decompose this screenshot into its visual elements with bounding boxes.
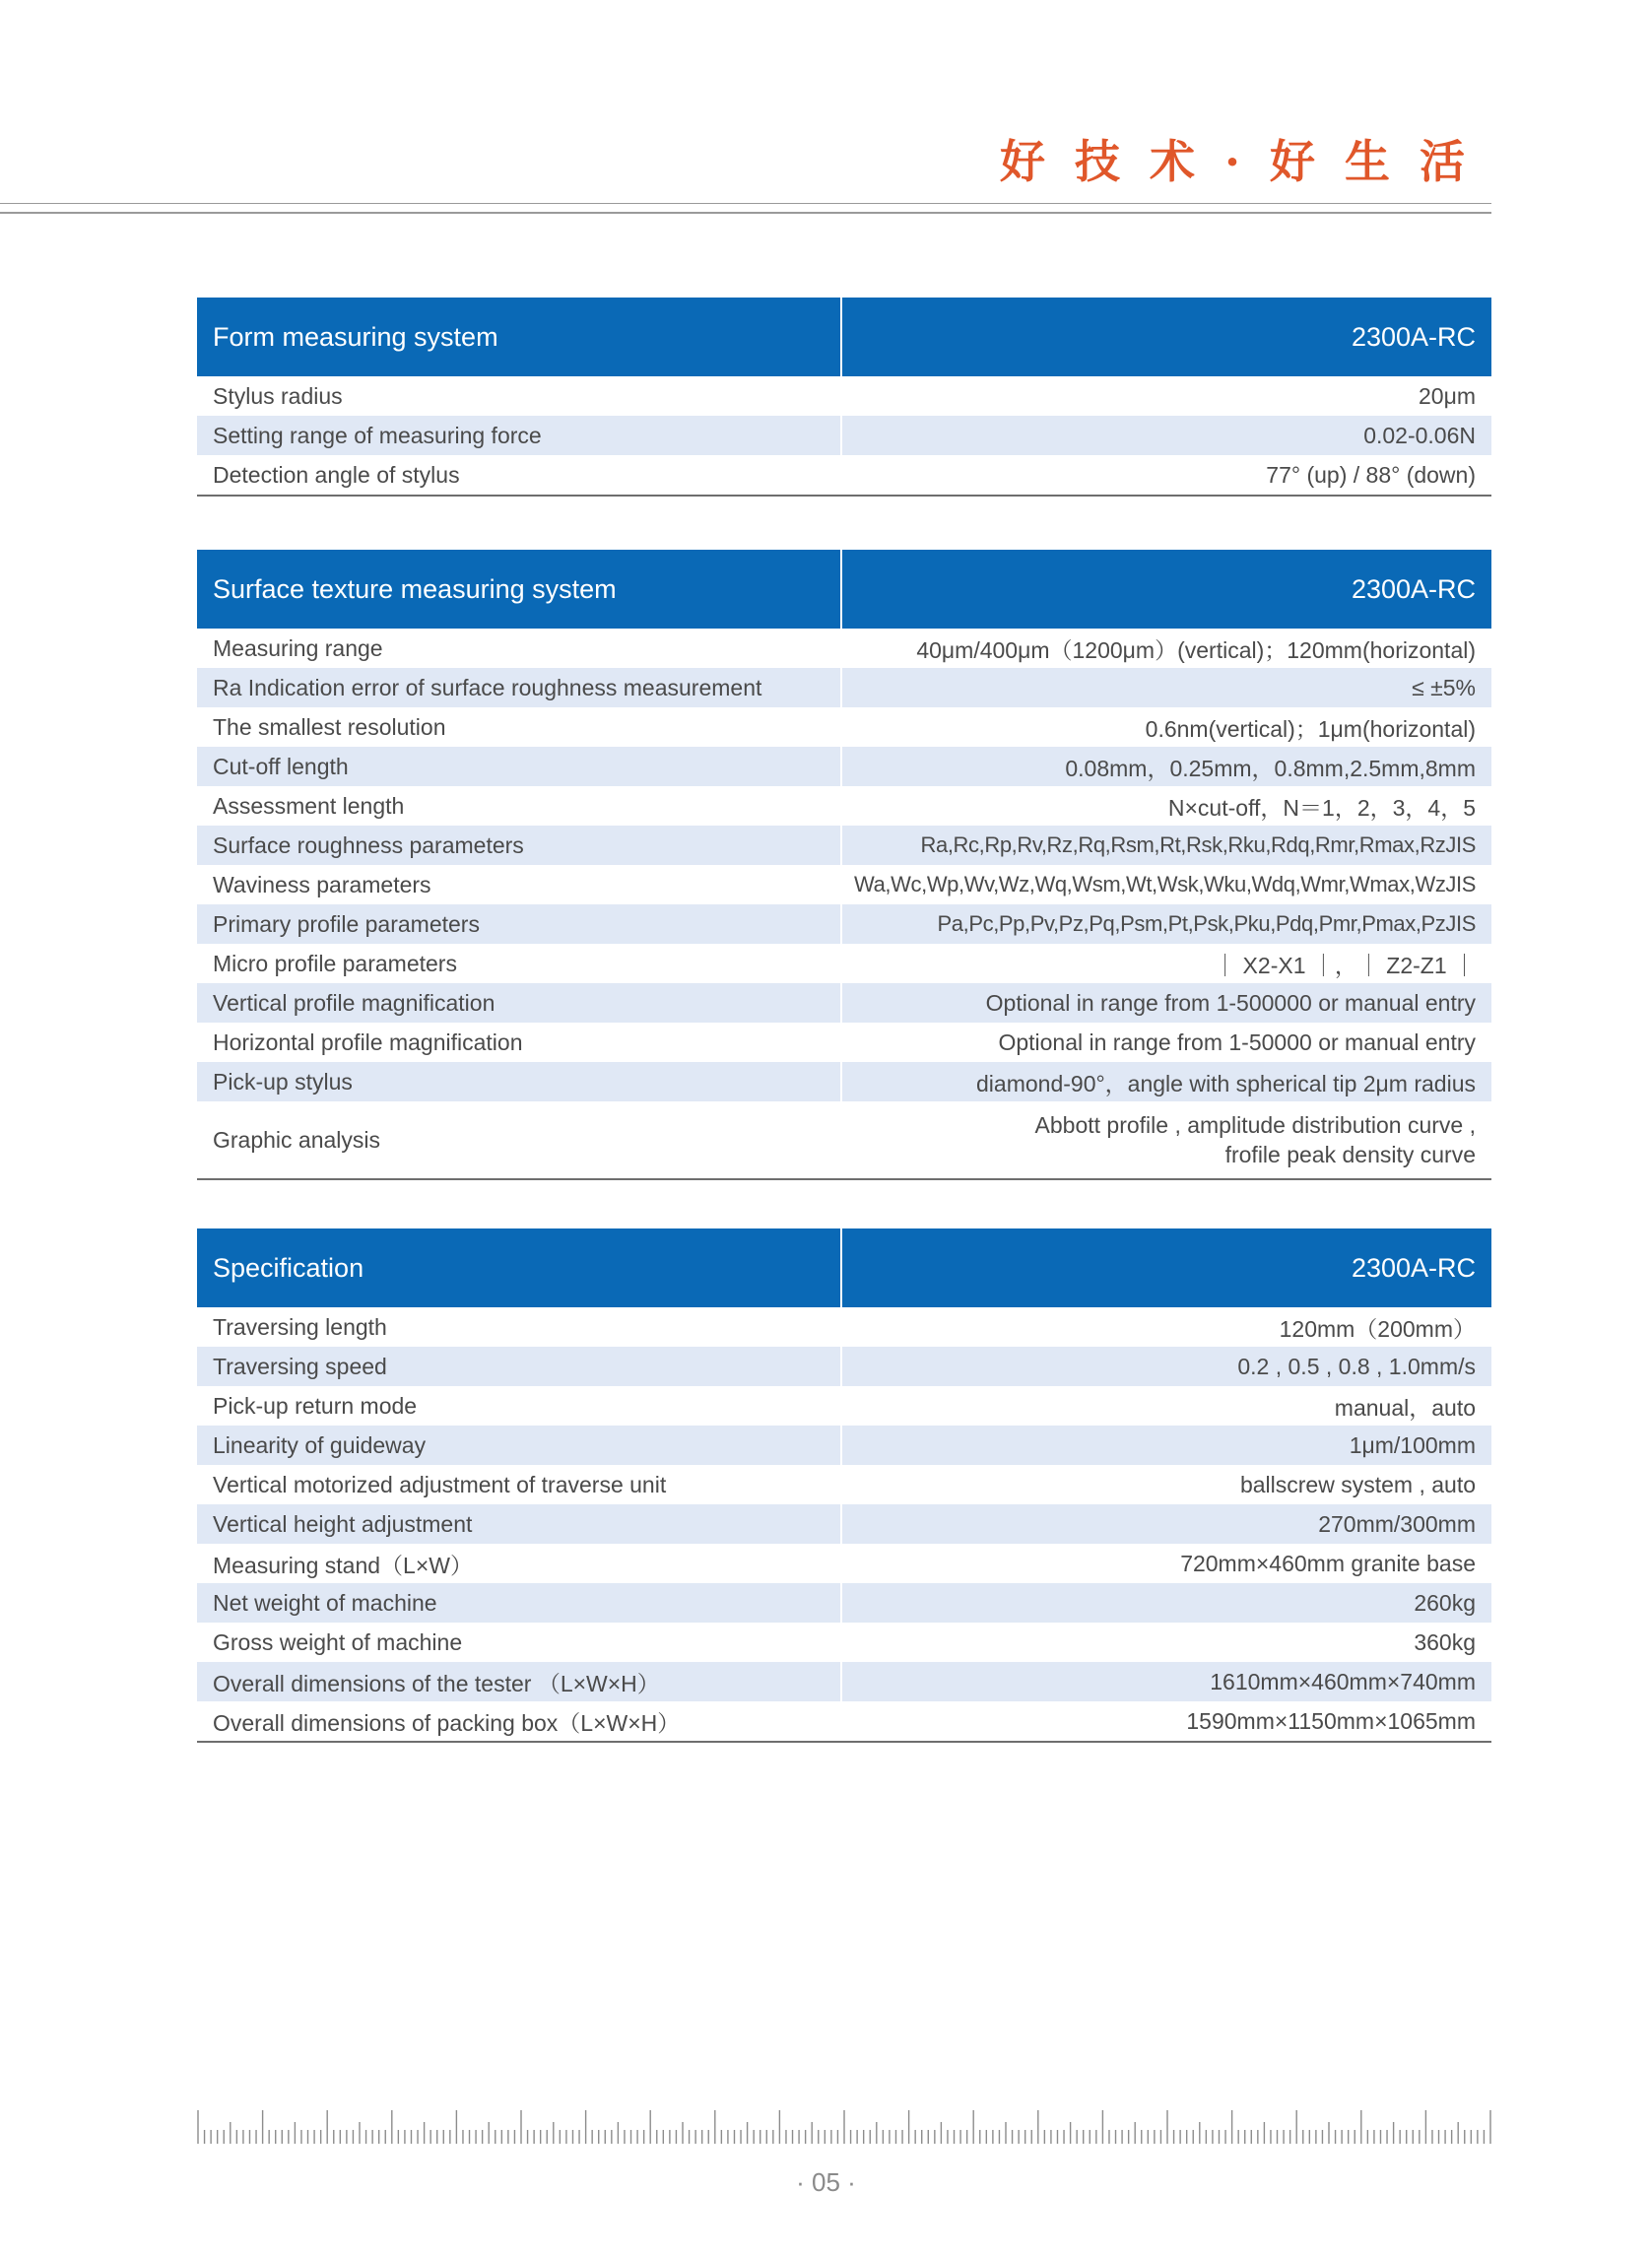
- row-label: Cut-off length: [197, 747, 842, 786]
- page-number: · 05 ·: [796, 2167, 856, 2197]
- row-label: Pick-up return mode: [197, 1386, 842, 1426]
- row-value: Ra,Rc,Rp,Rv,Rz,Rq,Rsm,Rt,Rsk,Rku,Rdq,Rmr,Rmax,RzJIS: [920, 832, 1476, 857]
- table-row: [197, 1544, 1491, 1583]
- table-row: [197, 1101, 1491, 1178]
- row-label: Vertical motorized adjustment of traverse unit: [197, 1465, 842, 1504]
- row-value: 1610mm×460mm×740mm: [1210, 1668, 1476, 1694]
- table-row: [197, 1062, 1491, 1101]
- row-value: Pa,Pc,Pp,Pv,Pz,Pq,Psm,Pt,Psk,Pku,Pdq,Pmr,Pmax,PzJIS: [937, 911, 1476, 936]
- table-row: [197, 1701, 1491, 1741]
- table-row: [197, 629, 1491, 668]
- row-value: diamond-90°，angle with spherical tip 2μm radius: [976, 1070, 1476, 1096]
- row-label: Stylus radius: [197, 376, 842, 416]
- row-value: 40μm/400μm（1200μm）(vertical)；120mm(horizontal): [916, 636, 1476, 663]
- table-title: Form measuring system: [197, 298, 842, 376]
- row-label: Graphic analysis: [197, 1101, 842, 1178]
- row-value-line: Abbott profile , amplitude distribution curve ,: [1034, 1112, 1476, 1138]
- row-value: ≤ ±5%: [1412, 674, 1476, 700]
- table-row: [197, 376, 1491, 416]
- header-rule-thin: [0, 203, 1491, 204]
- row-value: 77° (up) / 88° (down): [1266, 461, 1476, 488]
- table-model: 2300A-RC: [1351, 321, 1476, 352]
- table-row: [197, 668, 1491, 707]
- table-row: [197, 1662, 1491, 1701]
- table-row: [197, 944, 1491, 983]
- table-row: [197, 1623, 1491, 1662]
- row-value: 120mm（200mm）: [1279, 1315, 1476, 1342]
- table-row: [197, 1465, 1491, 1504]
- row-label: Waviness parameters: [197, 865, 842, 904]
- table-header: [197, 550, 1491, 629]
- table-row: [197, 1583, 1491, 1623]
- header-rule-thick: [0, 212, 1491, 214]
- row-label: The smallest resolution: [197, 707, 842, 747]
- row-label: Primary profile parameters: [197, 904, 842, 944]
- row-value: 0.02-0.06N: [1363, 422, 1476, 448]
- row-value: 270mm/300mm: [1318, 1510, 1476, 1537]
- row-label: Detection angle of stylus: [197, 455, 842, 495]
- row-value: 0.08mm，0.25mm，0.8mm,2.5mm,8mm: [1065, 755, 1476, 781]
- row-label: Gross weight of machine: [197, 1623, 842, 1662]
- surface-texture-measuring-system-table: [197, 550, 1491, 1180]
- table-row: [197, 1307, 1491, 1347]
- row-value: Wa,Wc,Wp,Wv,Wz,Wq,Wsm,Wt,Wsk,Wku,Wdq,Wmr,Wmax,WzJIS: [854, 872, 1476, 896]
- row-label: Traversing length: [197, 1307, 842, 1347]
- row-label: Linearity of guideway: [197, 1426, 842, 1465]
- row-value: Optional in range from 1-50000 or manual entry: [998, 1029, 1476, 1055]
- row-value: 260kg: [1414, 1589, 1476, 1616]
- row-value: Optional in range from 1-500000 or manual entry: [985, 989, 1476, 1016]
- row-label: Horizontal profile magnification: [197, 1023, 842, 1062]
- table-row: [197, 1504, 1491, 1544]
- row-value: 360kg: [1414, 1628, 1476, 1655]
- table-header: [197, 298, 1491, 376]
- table-row: [197, 904, 1491, 944]
- row-value: [842, 1101, 1491, 1178]
- row-value: 720mm×460mm granite base: [1180, 1550, 1476, 1576]
- table-row: [197, 786, 1491, 826]
- row-value: ballscrew system , auto: [1239, 1471, 1476, 1497]
- table-row: [197, 707, 1491, 747]
- table-row: [197, 1023, 1491, 1062]
- table-model: 2300A-RC: [1351, 573, 1476, 604]
- row-label: Setting range of measuring force: [197, 416, 842, 455]
- row-label: Measuring range: [197, 629, 842, 668]
- row-label: Overall dimensions of the tester （L×W×H）: [197, 1662, 842, 1701]
- specification-table: [197, 1228, 1491, 1743]
- table-row: [197, 865, 1491, 904]
- row-label: Vertical height adjustment: [197, 1504, 842, 1544]
- table-header: [197, 1228, 1491, 1307]
- row-label: Net weight of machine: [197, 1583, 842, 1623]
- table-row: [197, 826, 1491, 865]
- row-value: ｜ X2-X1 ｜，｜ Z2-Z1 ｜: [1214, 952, 1476, 978]
- row-label: Micro profile parameters: [197, 944, 842, 983]
- row-label: Pick-up stylus: [197, 1062, 842, 1101]
- row-label: Vertical profile magnification: [197, 983, 842, 1023]
- header-slogan: 好技术·好生活: [999, 135, 1494, 188]
- table-title: Specification: [197, 1228, 842, 1307]
- row-label: Traversing speed: [197, 1347, 842, 1386]
- form-measuring-system-table: [197, 298, 1491, 497]
- table-row: [197, 1426, 1491, 1465]
- row-value: N×cut-off，N＝1，2，3，4，5: [1167, 794, 1476, 821]
- table-row: [197, 416, 1491, 455]
- table-row: [197, 455, 1491, 495]
- row-value: manual，auto: [1334, 1394, 1476, 1421]
- row-value-line: frofile peak density curve: [1224, 1142, 1476, 1167]
- row-value: 0.2 , 0.5 , 0.8 , 1.0mm/s: [1237, 1353, 1476, 1379]
- table-row: [197, 1347, 1491, 1386]
- table-row: [197, 1386, 1491, 1426]
- table-model: 2300A-RC: [1351, 1252, 1476, 1283]
- row-label: Ra Indication error of surface roughness measurement: [197, 668, 842, 707]
- row-label: Assessment length: [197, 786, 842, 826]
- table-row: [197, 747, 1491, 786]
- row-value: 1μm/100mm: [1349, 1431, 1476, 1458]
- row-label: Measuring stand（L×W）: [197, 1544, 842, 1583]
- row-value: 0.6nm(vertical)；1μm(horizontal): [1145, 715, 1476, 742]
- row-label: Surface roughness parameters: [197, 826, 842, 865]
- row-label: Overall dimensions of packing box（L×W×H）: [197, 1701, 842, 1741]
- row-value: 20μm: [1419, 382, 1476, 409]
- row-value: 1590mm×1150mm×1065mm: [1186, 1707, 1476, 1734]
- ruler-decoration: [197, 2108, 1491, 2144]
- table-title: Surface texture measuring system: [197, 550, 842, 629]
- table-row: [197, 983, 1491, 1023]
